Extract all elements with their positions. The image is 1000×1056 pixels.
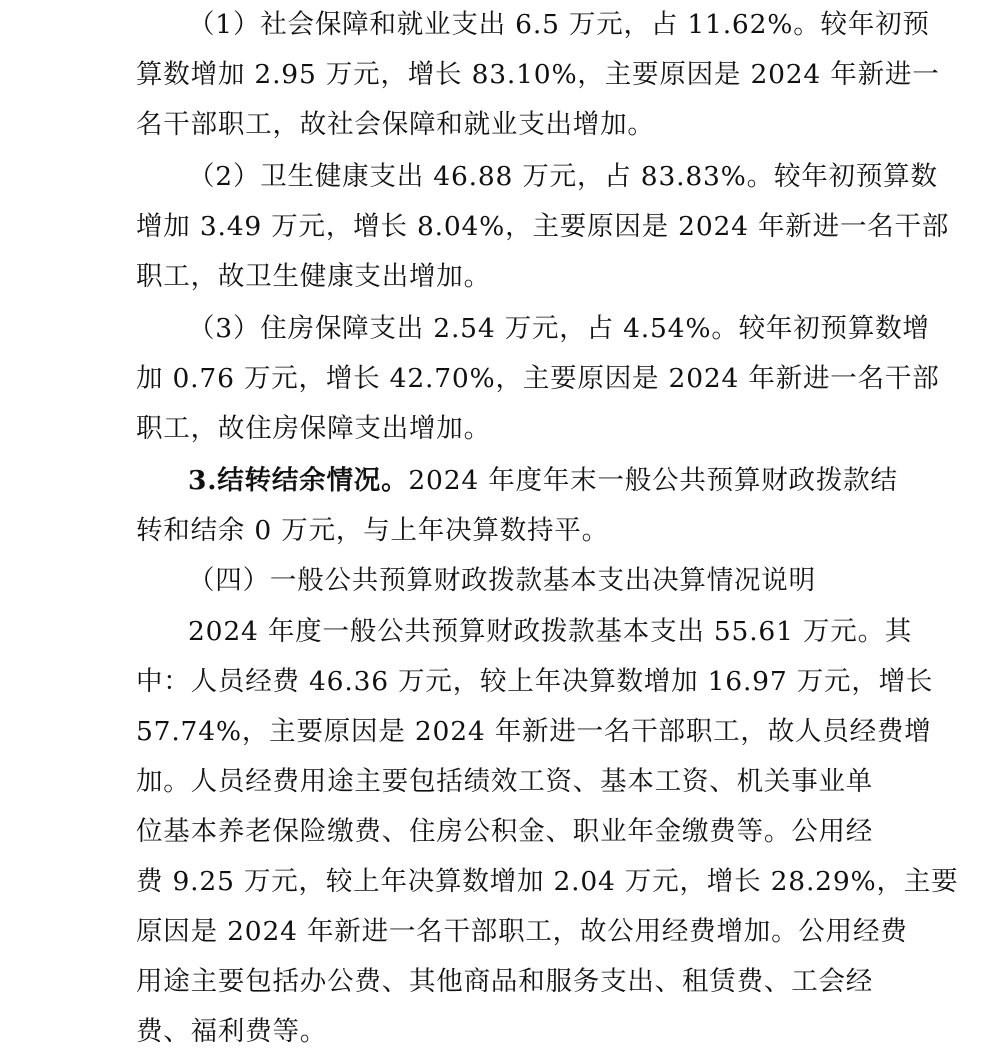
section-3-line-1 (188, 459, 898, 503)
section-4-para-line-4: 加。人员经费用途主要包括绩效工资、基本工资、机关事业单 (136, 766, 874, 797)
section-4-para-line-3: 57.74%，主要原因是 2024 年新进一名干部职工，故人员经费增 (136, 716, 932, 747)
para-3-line-1: （3）住房保障支出 2.54 万元，占 4.54%。较年初预算数增 (188, 313, 930, 344)
section-3-heading: 3.结转结余情况。 (188, 465, 409, 496)
section-4-para-line-6: 费 9.25 万元，较上年决算数增加 2.04 万元，增长 28.29%，主要 (136, 866, 959, 897)
section-4-para-line-9: 费、福利费等。 (136, 1016, 328, 1047)
para-3-line-3: 职工，故住房保障支出增加。 (136, 413, 491, 444)
para-2-line-2: 增加 3.49 万元，增长 8.04%，主要原因是 2024 年新进一名干部 (136, 211, 950, 242)
section-3-text: 2024 年度年末一般公共预算财政拨款结 (408, 465, 898, 496)
para-1-line-3: 名干部职工，故社会保障和就业支出增加。 (136, 109, 655, 140)
para-1-line-2: 算数增加 2.95 万元，增长 83.10%，主要原因是 2024 年新进一 (136, 59, 940, 90)
section-4-para-line-5: 位基本养老保险缴费、住房公积金、职业年金缴费等。公用经 (136, 816, 874, 847)
section-4-para-line-7: 原因是 2024 年新进一名干部职工，故公用经费增加。公用经费 (136, 916, 908, 947)
para-2-line-1: （2）卫生健康支出 46.88 万元，占 83.83%。较年初预算数 (188, 161, 938, 192)
section-4-para-line-8: 用途主要包括办公费、其他商品和服务支出、租赁费、工会经 (136, 966, 874, 997)
section-4-heading: （四）一般公共预算财政拨款基本支出决算情况说明 (188, 565, 816, 596)
para-2-line-3: 职工，故卫生健康支出增加。 (136, 261, 491, 292)
section-4-para-line-2: 中：人员经费 46.36 万元，较上年决算数增加 16.97 万元，增长 (136, 666, 934, 697)
para-3-line-2: 加 0.76 万元，增长 42.70%，主要原因是 2024 年新进一名干部 (136, 363, 940, 394)
section-4-para-line-1: 2024 年度一般公共预算财政拨款基本支出 55.61 万元。其 (188, 616, 913, 647)
para-1-line-1: （1）社会保障和就业支出 6.5 万元，占 11.62%。较年初预 (188, 9, 930, 40)
section-3-line-2: 转和结余 0 万元，与上年决算数持平。 (136, 515, 609, 546)
